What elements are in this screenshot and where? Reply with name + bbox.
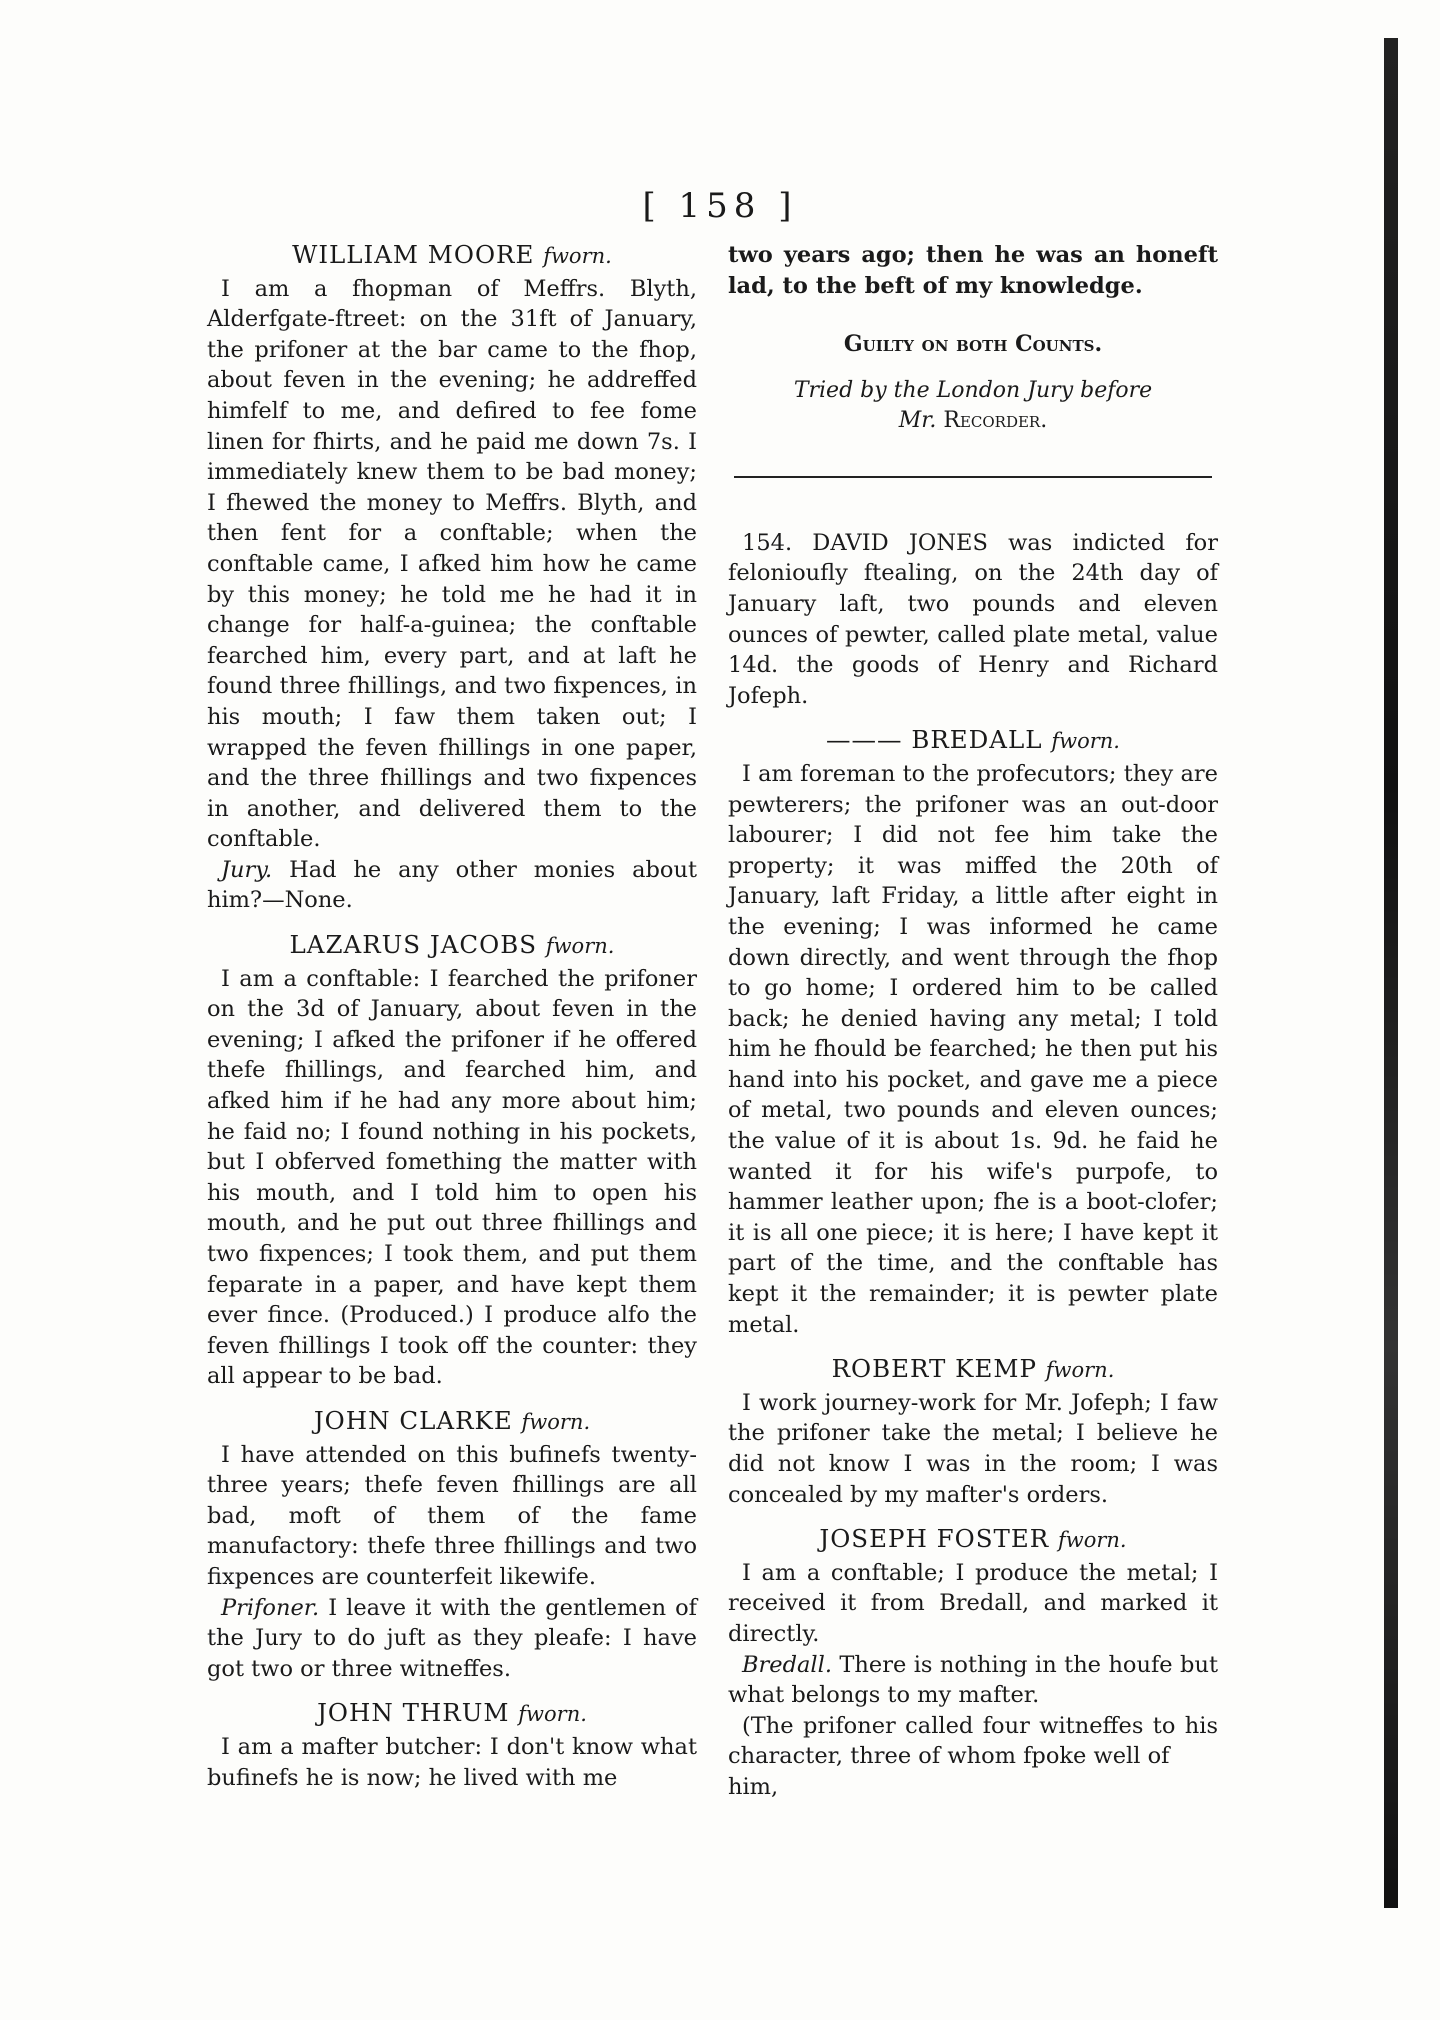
witness-heading-jacobs: LAZARUS JACOBS fworn.: [289, 930, 615, 960]
character-witnesses: (The prifoner called four witneffes to his character, three of whom fpoke well of: [728, 1712, 1218, 1770]
left-column: [207, 240, 697, 1793]
testimony-bredall: I am foreman to the profecutors; they are pewterers; the prifoner was an out-door labourer; I did not fee him take the property; it was miffed the 20th of January, laft Friday, a little after eight in the evening; I was informed he came down directly, and went through the fhop to go home; I ordered him to be called back; he denied having any metal; I told him he fhould be fearched; he then put his hand into his pocket, and gave me a piece of metal, two pounds and eleven ounces; the value of it is about 1s. 9d. he faid he wanted it for his wife's purpofe, to hammer leather upon; fhe is a boot-clofer; it is all one piece; it is here; I have kept it part of the time, and the conftable has kept it the remainder; it is pewter plate metal.: [728, 760, 1218, 1338]
section-divider: [734, 476, 1212, 478]
witness-heading-foster: JOSEPH FOSTER fworn.: [819, 1524, 1127, 1554]
case-indictment: 154. DAVID JONES was indicted for felonioufly ftealing, on the 24th day of January laft, two pounds and eleven ounces of pewter, called plate metal, value 14d. the goods of Henry and Richard Jofeph.: [728, 529, 1218, 709]
verdict: Guilty on both Counts.: [843, 331, 1103, 358]
witness-heading-clarke: JOHN CLARKE fworn.: [313, 1405, 591, 1435]
tried-before: Tried by the London Jury before Mr. Recorder.: [793, 377, 1153, 433]
witness-heading-thrum: JOHN THRUM fworn.: [317, 1698, 587, 1728]
catchword: him,: [728, 1773, 779, 1800]
testimony-thrum-continued: two years ago; then he was an honeft lad, to the beft of my knowledge.: [728, 242, 1218, 299]
testimony-kemp: I work journey-work for Mr. Jofeph; I faw the prifoner take the metal; I believe he did not know I was in the room; I was concealed by my mafter's orders.: [728, 1389, 1218, 1508]
prisoner-statement: Prifoner. I leave it with the gentlemen of the Jury to do juft as they pleafe: I have got two or three witneffes.: [207, 1594, 697, 1682]
binding-shadow: [1384, 38, 1398, 1908]
witness-heading-moore: WILLIAM MOORE fworn.: [292, 240, 612, 269]
testimony-clarke: I have attended on this bufinefs twenty-three years; thefe feven fhillings are all bad, moft of them of the fame manufactory: thefe three fhillings and two fixpences are counterfeit likewife.: [207, 1441, 697, 1590]
page-number: [ 158 ]: [642, 186, 798, 226]
testimony-thrum: I am a mafter butcher: I don't know what bufinefs he is now; he lived with me: [207, 1733, 697, 1791]
testimony-foster: I am a conftable; I produce the metal; I received it from Bredall, and marked it directly.: [728, 1559, 1218, 1647]
right-column: [728, 240, 1218, 1803]
witness-heading-kemp: ROBERT KEMP fworn.: [831, 1354, 1115, 1384]
testimony-moore: I am a fhopman of Meffrs. Blyth, Alderfgate-ftreet: on the 31ft of January, the prifoner at the bar came to the fhop, about feven in the evening; he addreffed himfelf to me, and defired to fee fome linen for fhirts, and he paid me down 7s. I immediately knew them to be bad money; I fhewed the money to Meffrs. Blyth, and then fent for a conftable; when the conftable came, I afked him how he came by this money; he told me he had it in change for half-a-guinea; the conftable fearched him, every part, and at laft he found three fhillings, and two fixpences, in his mouth; I faw them taken out; I wrapped the feven fhillings in one paper, and the three fhillings and two fixpences in another, and delivered them to the conftable.: [207, 275, 697, 853]
jury-question: Jury. Had he any other monies about him?—None.: [207, 856, 697, 914]
witness-heading-bredall: ——— BREDALL fworn.: [826, 725, 1120, 755]
testimony-jacobs: I am a conftable: I fearched the prifoner on the 3d of January, about feven in the evening; I afked the prifoner if he offered thefe fhillings, and fearched him, and afked him if he had any more about him; he faid no; I found nothing in his pockets, but I obferved fomething the matter with his mouth, and I told him to open his mouth, and he put out three fhillings and two fixpences; I took them, and put them feparate in a paper, and have kept them ever fince. (Produced.) I produce alfo the feven fhillings I took off the counter: they all appear to be bad.: [207, 965, 697, 1390]
bredall-statement: Bredall. There is nothing in the houfe but what belongs to my mafter.: [728, 1651, 1218, 1709]
